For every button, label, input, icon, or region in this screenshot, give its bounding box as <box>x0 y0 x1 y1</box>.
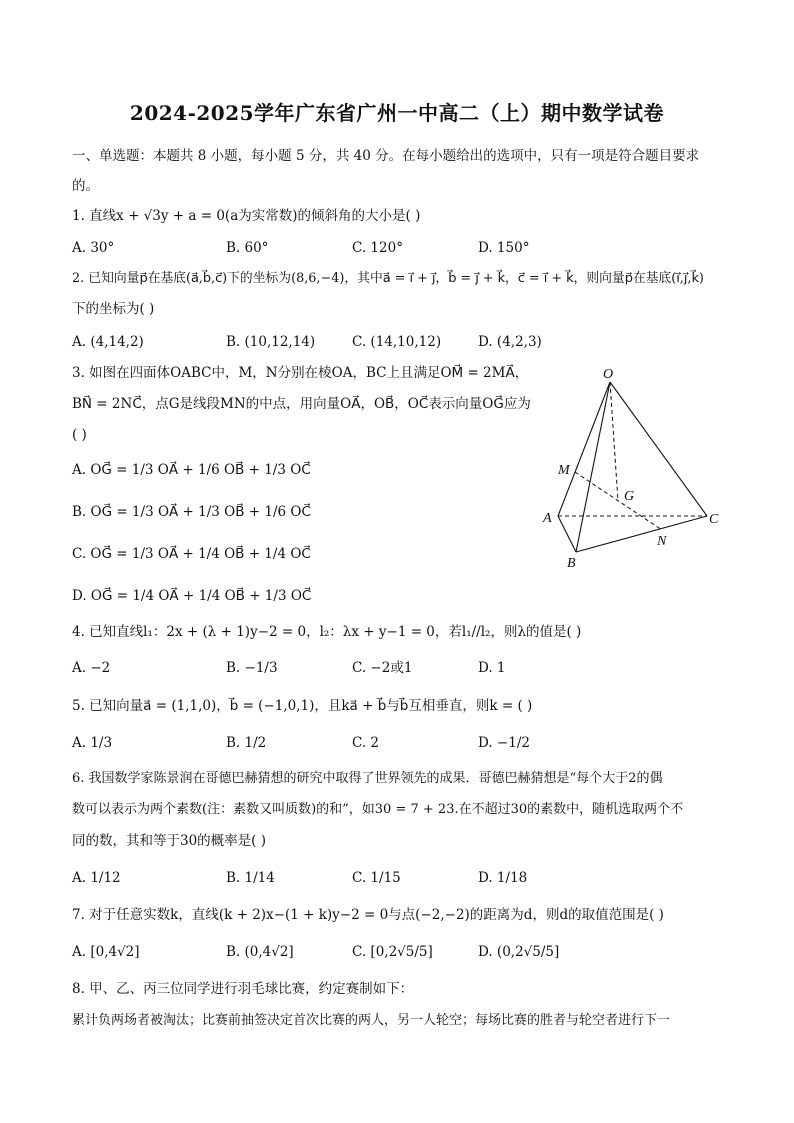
q3-stem-line3: ( ) <box>72 427 87 443</box>
label-b: B <box>567 556 576 571</box>
q3-option-b: B. OG⃗ = 1/3 OA⃗ + 1/3 OB⃗ + 1/6 OC⃗ <box>72 504 311 520</box>
page-title: 2024-2025学年广东省广州一中高二（上）期中数学试卷 <box>129 101 665 125</box>
edge-oa <box>558 382 610 516</box>
q7-stem: 7. 对于任意实数k，直线(k + 2)x−(1 + k)y−2 = 0与点(−2,−2)的距离为d，则d的取值范围是( ) <box>72 907 664 923</box>
q5-option-b: B. 1/2 <box>226 735 267 751</box>
q1-option-c: C. 120° <box>352 240 403 256</box>
edge-bc <box>576 516 707 552</box>
q5-option-a: A. 1/3 <box>72 735 113 751</box>
q3-stem-line2: BN⃗ = 2NC⃗，点G是线段MN的中点，用向量OA⃗，OB⃗，OC⃗表示向量OG⃗应为 <box>72 396 531 412</box>
q7-option-a: A. [0,4√2] <box>72 944 140 960</box>
segment-mn <box>575 472 662 530</box>
q6-stem-line1: 6. 我国数学家陈景润在哥德巴赫猜想的研究中取得了世界领先的成果．哥德巴赫猜想是“每个大于2的偶 <box>72 771 663 786</box>
q1-option-b: B. 60° <box>226 240 269 256</box>
q1-stem: 1. 直线x + √3y + a = 0(a为实常数)的倾斜角的大小是( ) <box>72 208 421 224</box>
q2-option-b: B. (10,12,14) <box>226 334 316 350</box>
label-g: G <box>624 489 635 504</box>
q4-stem: 4. 已知直线l₁：2x + (λ + 1)y−2 = 0，l₂：λx + y−1 = 0，若l₁//l₂，则λ的值是( ) <box>72 624 582 640</box>
q2-option-c: C. (14,10,12) <box>352 334 442 350</box>
edge-ob <box>576 382 610 552</box>
q7-option-d: D. (0,2√5/5] <box>478 944 560 960</box>
q4-option-a: A. −2 <box>72 660 111 676</box>
q7-option-b: B. (0,4√2] <box>226 944 294 960</box>
edge-ab <box>558 516 576 552</box>
section-instruction-line1: 一、单选题：本题共 8 小题，每小题 5 分，共 40 分。在每小题给出的选项中，只有一项是符合题目要求 <box>72 148 700 164</box>
q8-stem-line1: 8. 甲、乙、丙三位同学进行羽毛球比赛，约定赛制如下： <box>72 981 414 997</box>
q8-stem-line2: 累计负两场者被淘汰；比赛前抽签决定首次比赛的两人，另一人轮空；每场比赛的胜者与轮空者进行下一 <box>72 1013 671 1028</box>
q4-option-b: B. −1/3 <box>226 660 278 676</box>
q1-option-a: A. 30° <box>72 240 115 256</box>
label-c: C <box>709 512 719 527</box>
q7-option-c: C. [0,2√5/5] <box>352 944 433 960</box>
q6-option-b: B. 1/14 <box>226 870 275 886</box>
label-m: M <box>558 463 570 478</box>
q2-stem-line1: 2. 已知向量p⃗在基底(a⃗,b⃗,c⃗)下的坐标为(8,6,−4)，其中a⃗ = i⃗ + j⃗，b⃗ = j⃗ + k⃗，c⃗ = i⃗ + k⃗，则向量p⃗在基底(i⃗,j⃗,k⃗) <box>72 271 704 286</box>
q3-option-d: D. OG⃗ = 1/4 OA⃗ + 1/4 OB⃗ + 1/3 OC⃗ <box>72 588 312 604</box>
q3-option-c: C. OG⃗ = 1/3 OA⃗ + 1/4 OB⃗ + 1/4 OC⃗ <box>72 546 311 562</box>
q2-stem-line2: 下的坐标为( ) <box>72 301 155 317</box>
q5-option-d: D. −1/2 <box>478 735 530 751</box>
label-o: O <box>603 367 614 382</box>
q6-stem-line3: 同的数，其和等于30的概率是( ) <box>72 833 267 849</box>
tetrahedron-figure <box>530 360 730 575</box>
q3-stem-line1: 3. 如图在四面体OABC中，M，N分别在棱OA，BC上且满足OM⃗ = 2MA⃗， <box>72 365 529 381</box>
q1-option-d: D. 150° <box>478 240 530 256</box>
section-instruction-line2: 的。 <box>72 178 99 194</box>
q6-stem-line2: 数可以表示为两个素数(注：素数又叫质数)的和”，如30 = 7 + 23.在不超过30的素数中，随机选取两个不 <box>72 802 684 817</box>
q5-stem: 5. 已知向量a⃗ = (1,1,0)，b⃗ = (−1,0,1)，且ka⃗ + b⃗与b⃗互相垂直，则k = ( ) <box>72 698 533 714</box>
label-a: A <box>543 511 552 526</box>
label-n: N <box>657 534 667 549</box>
q3-option-a: A. OG⃗ = 1/3 OA⃗ + 1/6 OB⃗ + 1/3 OC⃗ <box>72 462 311 478</box>
q2-option-a: A. (4,14,2) <box>72 334 144 350</box>
q6-option-c: C. 1/15 <box>352 870 401 886</box>
q6-option-d: D. 1/18 <box>478 870 528 886</box>
q4-option-c: C. −2或1 <box>352 660 413 676</box>
segment-og <box>610 382 618 501</box>
q2-option-d: D. (4,2,3) <box>478 334 542 350</box>
q6-option-a: A. 1/12 <box>72 870 121 886</box>
q5-option-c: C. 2 <box>352 735 380 751</box>
q4-option-d: D. 1 <box>478 660 506 676</box>
